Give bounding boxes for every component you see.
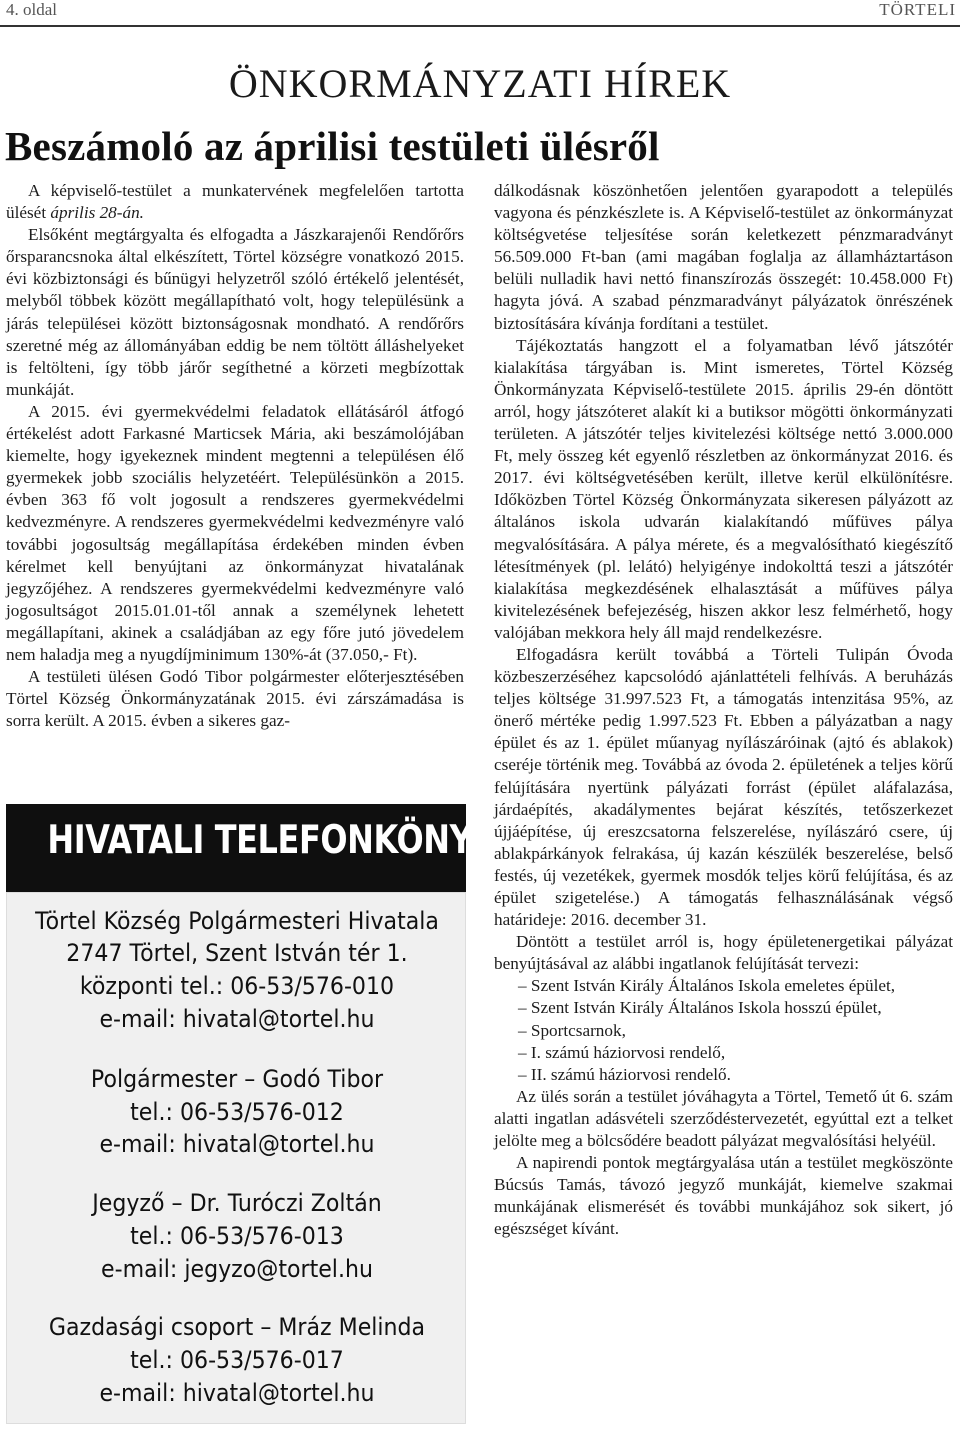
phonebook-header bbox=[6, 804, 497, 892]
header-rule bbox=[0, 25, 960, 27]
list-item: – Sportcsarnok, bbox=[494, 1020, 953, 1042]
finance-email: e-mail: hivatal@tortel.hu bbox=[99, 1379, 375, 1407]
notary-email: e-mail: jegyzo@tortel.hu bbox=[101, 1255, 373, 1283]
mayor-phone: tel.: 06-53/576-012 bbox=[130, 1098, 344, 1126]
office-name: Törtel Község Polgármesteri Hivatala bbox=[35, 907, 439, 935]
page-header bbox=[0, 0, 960, 32]
office-email: e-mail: hivatal@tortel.hu bbox=[99, 1005, 375, 1033]
paragraph: A testületi ülésen Godó Tibor polgármester előterjesztésében Törtel Község Önkormányzatának 2015. évi zárszámadása is sorra került. A 2015. évben a sikeres gaz- bbox=[6, 667, 464, 731]
central-phone: központi tel.: 06-53/576-010 bbox=[79, 972, 395, 1000]
phonebook-box bbox=[6, 804, 497, 1424]
paragraph: Elfogadásra került továbbá a Törteli Tulipán Óvoda közbeszerzéséhez kapcsolódó ajánlattételi felhívás. A beruházás teljes költsége 31.997.523 Ft, a támogatás intenzitása 95%, az önerő mértéke pedig 1.997.523 Ft. Ebben a pályázatban a nagy épület és az 1. épület műanyag nyílászáróinak (ajtó és ablakok) cseréje történik meg. Továbbá az óvoda 2. épületének a teljes körű felújítására nyertünk pályázati forrást (épület aláfalazása, járdaépítés, akadálymentes bejárat készítés, tetőszerkezet újjáépítése, új ereszcsatorna felszerelése, nyílászáró csere, új ablakpárkányok felrakása, új kazán készülék beszerelése, belső festés, új vezetékek, gyermek mosdók teljes körű felújítása, és az épület szigetelése.) A támogatás felhasználásának végső határideje: 2016. december 31. bbox=[494, 644, 953, 930]
left-column bbox=[6, 180, 464, 732]
finance-phone: tel.: 06-53/576-017 bbox=[130, 1346, 344, 1374]
list-item: – I. számú háziorvosi rendelő, bbox=[494, 1042, 953, 1064]
section-title: ÖNKORMÁNYZATI HÍREK bbox=[228, 61, 732, 106]
paragraph: A képviselő-testület a munkatervének megfelelően tartotta ülését április 28-án. bbox=[6, 181, 464, 223]
notary-phone: tel.: 06-53/576-013 bbox=[130, 1222, 344, 1250]
page-number: 4. oldal bbox=[6, 0, 57, 19]
notary-contact: Jegyző – Dr. Turóczi Zoltán bbox=[92, 1189, 382, 1217]
publication-name: TÖRTELI bbox=[879, 0, 956, 19]
paragraph: Az ülés során a testület jóváhagyta a Törtel, Temető út 6. szám alatti ingatlan adásvételi szerződéstervezetét, egyúttal ezt a telket jelölte meg a bölcsődére beadott pályázat megvalósítási helyéül. bbox=[494, 1086, 953, 1151]
list-item: – II. számú háziorvosi rendelő. bbox=[494, 1064, 953, 1086]
paragraph: Döntött a testület arról is, hogy épületenergetikai pályázat benyújtásával az alábbi ingatlanok felújítását tervezi: bbox=[494, 932, 953, 974]
mayor-email: e-mail: hivatal@tortel.hu bbox=[99, 1130, 375, 1158]
paragraph: A napirendi pontok megtárgyalása után a testület megköszönte Búcsús Tamás, távozó jegyző munkáját, kiemelve szakmai munkájának elismerését és további munkájához sok sikert, jó egészséget kívánt. bbox=[494, 1153, 953, 1239]
article-title: Beszámoló az áprilisi testületi ülésről bbox=[5, 123, 660, 169]
paragraph: A 2015. évi gyermekvédelmi feladatok ellátásáról átfogó értékelést adott Farkasné Marticsek Mária, aki beszámolójában kiemelte, hogy igyekeznek mindent megtenni a településen élő gyermekek jobb szociális helyzetéért. Településünkön a 2015. évben 363 fő volt jogosult a rendszeres gyermekvédelmi kedvezményre. A rendszeres gyermekvédelmi kedvezményre való további jogosultság megállapítása érdekében minden évben kérelmet kell benyújtani az önkormányzat hivatalának jegyzőjéhez. A rendszeres gyermekvédelmi kedvezményre való jogosultságot 2015.01.01-től annak a személynek lehetett megállapítani, akinek a családjában az egy főre jutó jövedelem nem haladja meg a nyugdíjminimum 130%-át (37.050,- Ft). bbox=[6, 401, 464, 664]
office-address: 2747 Törtel, Szent István tér 1. bbox=[66, 939, 408, 967]
paragraph: Elsőként megtárgyalta és elfogadta a Jászkarajenői Rendőrőrs őrsparancsnoka által elkészített, Törtel községre vonatkozó 2015. évi közbiztonsági és bűnügyi helyzetről szóló értékelő jelentését, melyből többek között megállapítható volt, hogy településünk a járás települései között biztonságosnak mondható. A rendőrőrs szeretné még az állományában eddig be nem töltött álláshelyeket is feltölteni, így több járőr segíthetné a körzeti megbízottak munkáját. bbox=[6, 225, 464, 399]
phonebook-title: HIVATALI TELEFONKÖNYV bbox=[47, 818, 497, 863]
paragraph: Tájékoztatás hangzott el a folyamatban lévő játszótér kialakítása tárgyában is. Mint ismeretes, Törtel Község Önkormányzata Képviselő-testülete 2015. április 29-én döntött arról, hogy játszóteret alakít ki a butiksor mögötti önkormányzati területen. A játszótér teljes kivitelezési költsége nettó 3.000.000 Ft, mely összeg két egyenlő részletben az önkormányzat 2016. és 2017. évi költségvetésében került, illetve kerül elkülönítésre. Időközben Törtel Község Önkormányzata sikeresen pályázott az általános iskola udvarán kialakítandó műfüves pálya megvalósítására. A pálya mérete, és a megvalósítható kiegészítő létesítmények (pl. lelátó) helyigénye indokolttá teszi a játszótér kialakítása megkezdésének elhalasztását a műfüves pálya kivitelezésének befejezéség, hiszen akkor lesz felmérhető, hogy valójában mekkora hely áll majd rendelkezésre. bbox=[494, 335, 953, 642]
paragraph: dálkodásnak köszönhetően jelentően gyarapodott a település vagyona és pénzkészlete is. A Képviselő-testület az önkormányzat költségvetése teljesítése során keletkezett pénzmaradványt 56.509.000 Ft-ban (ami magában foglalja az államháztartáson belüli nulladik havi nettó finanszírozás összegét: 10.458.000 Ft) hagyta jóvá. A szabad pénzmaradványt pályázatok önrészének biztosítására kívánja fordítani a testület. bbox=[494, 181, 953, 333]
meeting-date: április 28-án. bbox=[50, 203, 144, 223]
finance-contact: Gazdasági csoport – Mráz Melinda bbox=[48, 1313, 426, 1341]
list-item: – Szent István Király Általános Iskola hosszú épület, bbox=[494, 997, 953, 1019]
right-column bbox=[494, 180, 953, 1241]
mayor-contact: Polgármester – Godó Tibor bbox=[90, 1065, 384, 1093]
phonebook-body bbox=[6, 892, 466, 1424]
building-list bbox=[494, 975, 953, 1085]
list-item: – Szent István Király Általános Iskola emeletes épület, bbox=[494, 975, 953, 997]
